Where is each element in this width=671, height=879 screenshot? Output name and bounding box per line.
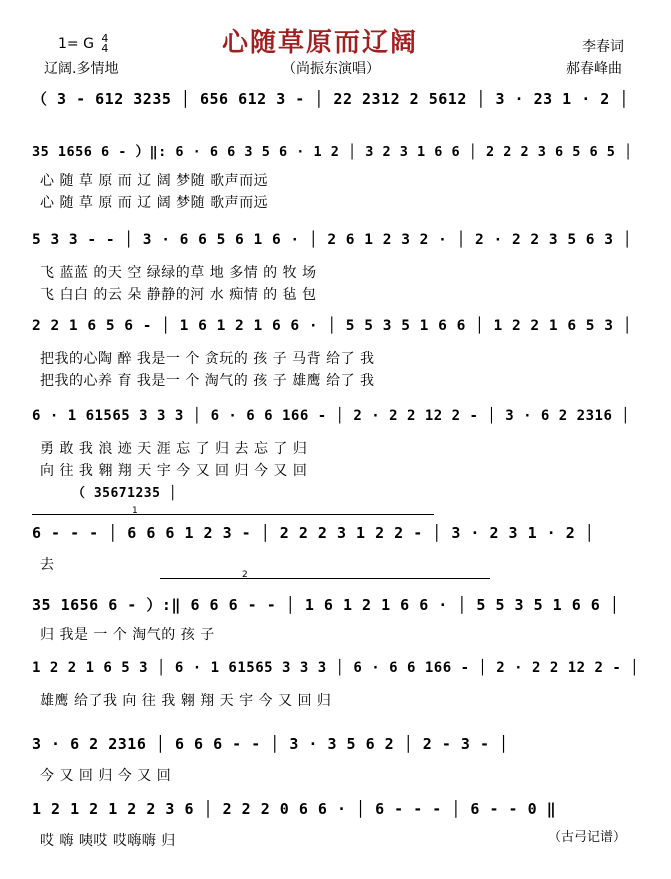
lyric-row-4-verse-1: 把我的心陶 醉 我是一 个 贪玩的 孩 子 马背 给了 我 bbox=[40, 351, 375, 367]
time-bottom: 4 bbox=[101, 42, 109, 55]
notation-row-9: 3 · 6 2 2316 │ 6 6 6 - - │ 3 · 3 5 6 2 │ 2 - 3 - │ bbox=[32, 735, 509, 753]
page-title: 心随草原而辽阔 bbox=[222, 28, 419, 58]
lyric-row-7-verse-1: 归 我是 一 个 淘气的 孩 子 bbox=[40, 627, 215, 643]
lyric-row-10-verse-1: 哎 嗨 咦哎 哎嗨嗨 归 bbox=[40, 833, 176, 849]
lyric-row-5-verse-1: 勇 敢 我 浪 迹 天 涯 忘 了 归 去 忘 了 归 bbox=[40, 441, 308, 457]
notation-row-2: 35 1656 6 - ）‖: 6 · 6 6 3 5 6 · 1 2 │ 3 2 3 1 6 6 │ 2 2 2 3 6 5 6 5 │ bbox=[32, 144, 633, 160]
lyric-row-8-verse-1: 雄鹰 给了我 向 往 我 翱 翔 天 宇 今 又 回 归 bbox=[40, 693, 332, 709]
key-text: 1= G bbox=[58, 36, 94, 52]
notation-row-1: （ 3 - 612 3235 │ 656 612 3 - │ 22 2312 2 5612 │ 3 · 23 1 · 2 │ bbox=[32, 90, 629, 108]
ornament-notes: （ 35671235 │ bbox=[72, 486, 178, 501]
notation-row-7: 35 1656 6 - ）:‖ 6 6 6 - - │ 1 6 1 2 1 6 6 · │ 5 5 3 5 1 6 6 │ bbox=[32, 596, 620, 614]
notation-row-10: 1 2 1 2 1 2 2 3 6 │ 2 2 2 0 6 6 · │ 6 - - - │ 6 - - 0 ‖ bbox=[32, 800, 557, 818]
lyric-row-9-verse-1: 今 又 回 归 今 又 回 bbox=[40, 768, 172, 784]
volta-1-label: 1 bbox=[132, 506, 138, 516]
volta-2 bbox=[160, 570, 490, 580]
volta-1 bbox=[32, 506, 434, 516]
key-signature bbox=[58, 34, 108, 54]
notation-row-4: 2 2 1 6 5 6 - │ 1 6 1 2 1 6 6 · │ 5 5 3 5 1 6 6 │ 1 2 2 1 6 5 3 │ bbox=[32, 318, 632, 334]
transcriber-credit: （古弓记谱） bbox=[548, 830, 627, 845]
notation-row-8: 1 2 2 1 6 5 3 │ 6 · 1 61565 3 3 3 │ 6 · 6 6 166 - │ 2 · 2 2 12 2 - │ bbox=[32, 660, 640, 676]
lyricist: 李春词 bbox=[582, 39, 624, 55]
lyric-row-2-verse-2: 心 随 草 原 而 辽 阔 梦随 歌声而远 bbox=[40, 195, 269, 211]
mood-marking: 辽阔.多情地 bbox=[44, 61, 119, 77]
volta-2-label: 2 bbox=[242, 570, 248, 580]
notation-row-3: 5 3 3 - - │ 3 · 6 6 5 6 1 6 · │ 2 6 1 2 3 2 · │ 2 · 2 2 3 5 6 3 │ bbox=[32, 232, 632, 248]
lyric-row-2-verse-1: 心 随 草 原 而 辽 阔 梦随 歌声而远 bbox=[40, 173, 269, 189]
lyric-row-4-verse-2: 把我的心养 育 我是一 个 淘气的 孩 子 雄鹰 给了 我 bbox=[40, 373, 375, 389]
notation-row-6: 6 - - - │ 6 6 6 1 2 3 - │ 2 2 2 3 1 2 2 - │ 3 · 2 3 1 · 2 │ bbox=[32, 524, 595, 542]
lyric-row-5-verse-2: 向 往 我 翱 翔 天 宇 今 又 回 归 今 又 回 bbox=[40, 463, 308, 479]
notation-row-5: 6 · 1 61565 3 3 3 │ 6 · 6 6 166 - │ 2 · 2 2 12 2 - │ 3 · 6 2 2316 │ bbox=[32, 408, 631, 424]
lyric-row-6-verse-1: 去 bbox=[40, 557, 55, 573]
lyric-row-3-verse-1: 飞 蓝蓝 的天 空 绿绿的草 地 多情 的 牧 场 bbox=[40, 265, 317, 281]
singer: （尚振东演唱） bbox=[282, 61, 380, 77]
lyric-row-3-verse-2: 飞 白白 的云 朵 静静的河 水 痴情 的 毡 包 bbox=[40, 287, 317, 303]
time-signature bbox=[101, 34, 108, 54]
time-top: 4 bbox=[101, 32, 109, 45]
composer: 郝春峰曲 bbox=[566, 61, 622, 77]
